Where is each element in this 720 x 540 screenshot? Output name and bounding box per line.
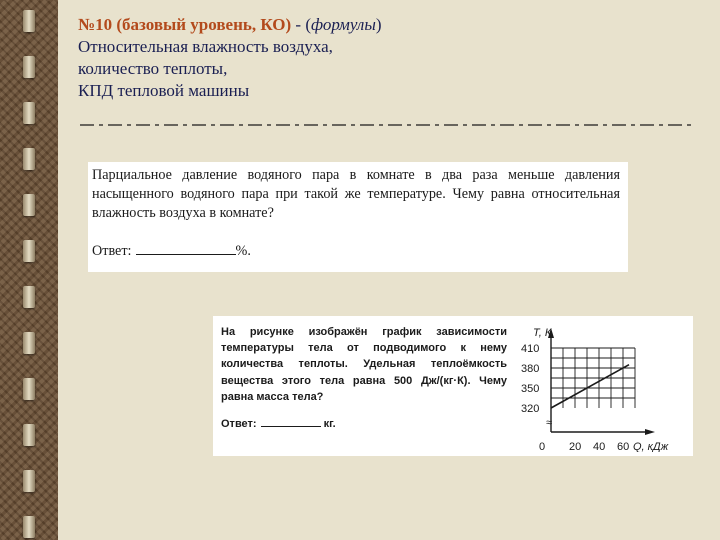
task1-answer-unit: %. (235, 243, 251, 259)
task2-answer-blank[interactable] (261, 414, 321, 427)
title-line-3: количество теплоты, (78, 59, 228, 78)
title-line-1: №10 (базовый уровень, КО) - (формулы) (78, 15, 382, 34)
decorative-left-strip (0, 0, 58, 540)
y-tick-label: 320 (521, 403, 540, 415)
y-tick-label: 350 (521, 383, 540, 395)
graph-grid (551, 348, 635, 408)
task1-text: Парциальное давление водяного пара в комнате в два раза меньше давления насыщенного водяного пара при такой же температуре. Чему равна относительная влажность воздуха в комнате? (92, 167, 620, 221)
title-line-2: Относительная влажность воздуха, (78, 37, 333, 56)
x-tick-label: 0 (539, 441, 546, 452)
y-tick-label: 380 (521, 363, 540, 375)
dash-dot-divider (80, 120, 700, 130)
title-formulas: формулы (311, 15, 376, 34)
title-dash: - (295, 15, 302, 34)
task2-answer-unit: кг. (323, 418, 336, 430)
task1-answer-row (92, 242, 251, 260)
x-tick-label: 60 (617, 441, 630, 452)
x-axis-label: Q, кДж (633, 441, 669, 452)
task-number: №10 (78, 15, 113, 34)
binder-rings (22, 0, 36, 540)
x-tick-label: 40 (593, 441, 606, 452)
task2-answer-row (221, 414, 336, 430)
x-axis-arrow-icon (645, 429, 655, 435)
task1-answer-blank[interactable] (136, 242, 236, 255)
slide-title (78, 14, 382, 102)
task-card-heat (213, 316, 693, 456)
y-tick-label: 410 (521, 343, 540, 355)
task-card-humidity (88, 162, 628, 272)
temperature-heat-graph (517, 320, 685, 452)
axis-break-mark: ≈ (546, 417, 553, 429)
task-level: (базовый уровень, КО) (116, 15, 292, 34)
task2-text: На рисунке изображён график зависимости температуры тела от подводимого к нему количества теплоты. Удельная теплоёмкость вещества этого тела равна 500 Дж/(кг·К). Чему равна масса тела? (221, 326, 507, 403)
y-axis-label: T, К (533, 327, 552, 339)
x-tick-label: 20 (569, 441, 582, 452)
title-line-4: КПД тепловой машины (78, 81, 250, 100)
task1-answer-label: Ответ: (92, 243, 132, 259)
task2-answer-label: Ответ: (221, 418, 257, 430)
